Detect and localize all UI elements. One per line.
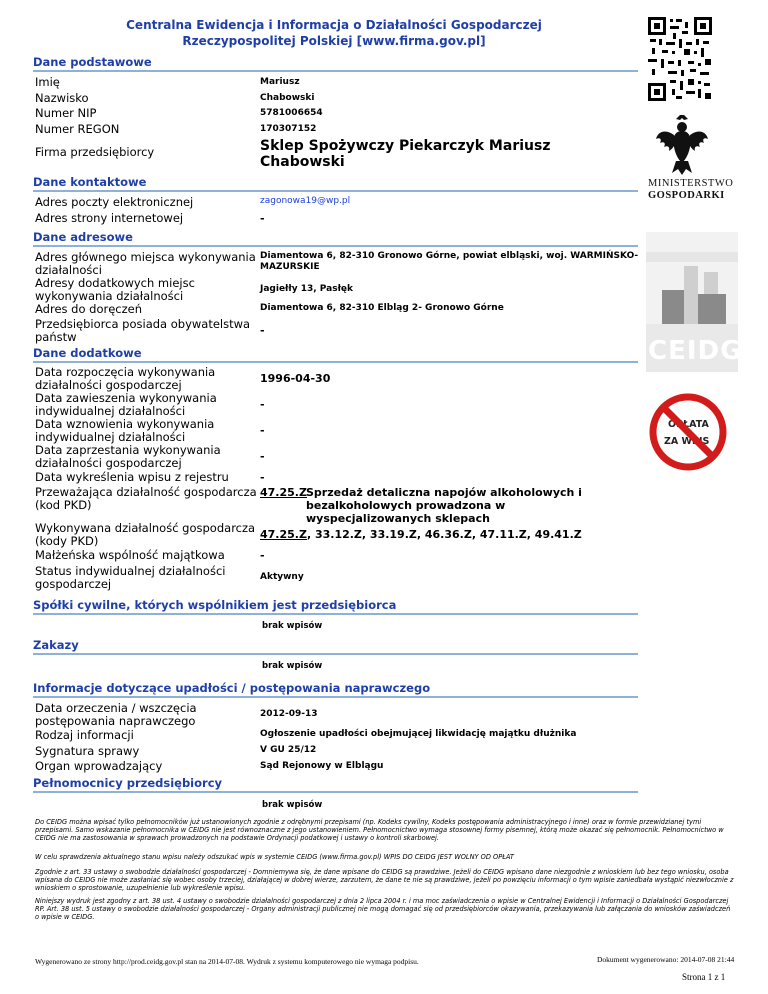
value-delivery: Diamentowa 6, 82-310 Elbląg 2- Gronowo Górne (260, 303, 504, 313)
value-nazwisko: Chabowski (260, 93, 315, 103)
header-line-2: Rzeczypospolitej Polskiej [www.firma.gov.pl] (182, 34, 486, 48)
label-status: Status indywidualnej działalności gospodarczej (35, 564, 226, 591)
section-partnerships: Spółki cywilne, których wspólnikiem jest przedsiębiorca (33, 598, 638, 614)
ceidg-text: CEIDG (648, 336, 743, 366)
note-check-status: W celu sprawdzenia aktualnego stanu wpisu należy odszukać wpis w systemie CEIDG (www.firma.gov.pl) WPIS DO CEIDG JEST WOLNY OD OPŁAT (35, 853, 514, 861)
label-delivery: Adres do doręczeń (35, 302, 143, 316)
value-signature: V GU 25/12 (260, 745, 317, 755)
bans-empty: brak wpisów (262, 661, 323, 671)
main-pkd-code: 47.25.Z (260, 486, 307, 499)
label-imie: Imię (35, 75, 60, 89)
value-extra-address: Jagiełły 13, Pasłęk (260, 284, 354, 294)
partnerships-empty: brak wpisów (262, 621, 323, 631)
label-email: Adres poczty elektronicznej (35, 195, 194, 209)
footer-page: Strona 1 z 1 (682, 972, 726, 982)
section-bankruptcy: Informacje dotyczące upadłości / postępowania naprawczego (33, 681, 638, 697)
eagle-emblem-icon (654, 113, 710, 177)
footer-doc-date: Dokument wygenerowano: 2014-07-08 21:44 (597, 955, 735, 964)
label-bankruptcy-date: Data orzeczenia / wszczęcia postępowania naprawczego (35, 701, 197, 728)
label-nazwisko: Nazwisko (35, 91, 89, 105)
value-deleted: - (260, 471, 265, 484)
section-contact: Dane kontaktowe (33, 175, 638, 191)
label-extra-address: Adresy dodatkowych miejsc wykonywania działalności (35, 276, 195, 303)
label-pkd: Wykonywana działalność gospodarcza (kody PKD) (35, 521, 256, 548)
label-organ: Organ wprowadzający (35, 759, 163, 773)
label-deleted: Data wykreślenia wpisu z rejestru (35, 470, 229, 484)
note-art38: Niniejszy wydruk jest zgodny z art. 38 ust. 4 ustawy o swobodzie działalności gospodarczej z dnia 2 lipca 2004 r. i ma moc zaświadczenia o wpisie w Centralnej Ewidencji i Informacji o Działalności Gospodarczej RP. Art. 38 ust. 5 ustawy o swobodzie działalności gospodarczej - Organy administracji publicznej nie mogą domagać się od przedsiębiorców okazywania, przekazywania lub załączania do wniosków zaświadczeń o wpisie w CEIDG. (35, 897, 731, 921)
label-citizenship: Przedsiębiorca posiada obywatelstwa państw (35, 317, 251, 344)
no-fee-line-2: ZA WPIS (664, 436, 710, 447)
value-start: 1996-04-30 (260, 372, 331, 385)
note-art33: Zgodnie z art. 33 ustawy o swobodzie działalności gospodarczej - Domniemywa się, że dane wpisane do CEIDG są prawdziwe. Jeżeli do CEIDG wpisano dane niezgodnie z wnioskiem lub bez tego wniosku, osoba wpisana do CEIDG nie może zasłaniać się wobec osoby trzeciej, działającej w dobrej wierze, zarzutem, że dane te nie są prawdziwe, jeżeli po powzięciu informacji o tym wpisie zaniedbała wystąpić niezwłocznie z wnioskiem o sprostowanie, uzupełnienie lub wykreślenie wpisu. (35, 868, 734, 892)
value-citizenship: - (260, 324, 265, 337)
value-suspend: - (260, 398, 265, 411)
section-address: Dane adresowe (33, 230, 638, 246)
value-main-pkd (260, 486, 600, 525)
document-header (30, 17, 638, 49)
section-additional: Dane dodatkowe (33, 346, 638, 362)
label-regon: Numer REGON (35, 122, 120, 136)
note-proxies: Do CEIDG można wpisać tylko pełnomocników już ustanowionych zgodnie z odrębnymi przepisami (np. Kodeks cywilny, Kodeks postępowania administracyjnego i inne) oraz w formie przewidzianej tymi przepisami. Samo wskazanie pełnomocnika w CEIDG nie jest równoznaczne z jego ustanowieniem. Pełnomocnictwo wymaga stosownej formy pisemnej, którą może okazać się pełnomocnik. Pełnomocnictwo w CEIDG nie ma zastosowania w sprawach prowadzonych na podstawie Ordynacji podatkowej i ustawy o kontroli skarbowej. (35, 818, 724, 842)
value-bankruptcy-date: 2012-09-13 (260, 709, 318, 719)
no-fee-line-1: OPŁATA (668, 419, 709, 430)
value-imie: Mariusz (260, 77, 300, 87)
main-pkd-desc: Sprzedaż detaliczna napojów alkoholowych i bezalkoholowych prowadzona w wyspecjalizowanych sklepach (306, 486, 582, 525)
label-marital: Małżeńska wspólność majątkowa (35, 548, 225, 562)
value-nip: 5781006654 (260, 108, 323, 118)
label-nip: Numer NIP (35, 106, 97, 120)
label-signature: Sygnatura sprawy (35, 744, 140, 758)
label-main-address: Adres głównego miejsca wykonywania działalności (35, 250, 256, 277)
header-line-1: Centralna Ewidencja i Informacja o Działalności Gospodarczej (126, 18, 542, 32)
email-link[interactable]: zagonowa19@wp.pl (260, 196, 351, 206)
section-proxies: Pełnomocnicy przedsiębiorcy (33, 776, 638, 792)
label-resume: Data wznowienia wykonywania indywidualnej działalności (35, 417, 215, 444)
label-suspend: Data zawieszenia wykonywania indywidualnej działalności (35, 391, 217, 418)
section-basic: Dane podstawowe (33, 55, 638, 71)
label-www: Adres strony internetowej (35, 211, 184, 225)
label-firma: Firma przedsiębiorcy (35, 145, 155, 159)
label-start: Data rozpoczęcia wykonywania działalności gospodarczej (35, 365, 216, 392)
label-stop: Data zaprzestania wykonywania działalności gospodarczej (35, 443, 221, 470)
value-status: Aktywny (260, 572, 304, 582)
qr-code (648, 17, 712, 101)
label-info-type: Rodzaj informacji (35, 728, 134, 742)
value-pkd (260, 528, 650, 541)
value-resume: - (260, 424, 265, 437)
value-regon: 170307152 (260, 124, 317, 134)
footer-generated: Wygenerowano ze strony http://prod.ceidg.gov.pl stan na 2014-07-08. Wydruk z systemu komputerowego nie wymaga podpisu. (35, 957, 419, 966)
pkd-first-code: 47.25.Z (260, 528, 307, 541)
no-fee-slash (648, 392, 728, 472)
label-main-pkd: Przeważająca działalność gospodarcza (kod PKD) (35, 485, 257, 512)
value-marital: - (260, 549, 265, 562)
value-organ: Sąd Rejonowy w Elblągu (260, 761, 384, 771)
ministry-line-1: MINISTERSTWO (648, 178, 734, 189)
value-firma: Sklep Spożywczy Piekarczyk Mariusz Chabowski (260, 138, 551, 170)
value-main-address: Diamentowa 6, 82-310 Gronowo Górne, powiat elbląski, woj. WARMIŃSKO-MAZURSKIE (260, 251, 639, 272)
proxies-empty: brak wpisów (262, 800, 323, 810)
ministry-logo (648, 178, 734, 202)
value-info-type: Ogłoszenie upadłości obejmującej likwidację majątku dłużnika (260, 729, 577, 739)
pkd-rest-codes: , 33.12.Z, 33.19.Z, 46.36.Z, 47.11.Z, 49.41.Z (306, 528, 582, 541)
ministry-line-2: GOSPODARKI (648, 190, 725, 201)
value-www: - (260, 212, 265, 225)
value-stop: - (260, 450, 265, 463)
section-bans: Zakazy (33, 638, 638, 654)
